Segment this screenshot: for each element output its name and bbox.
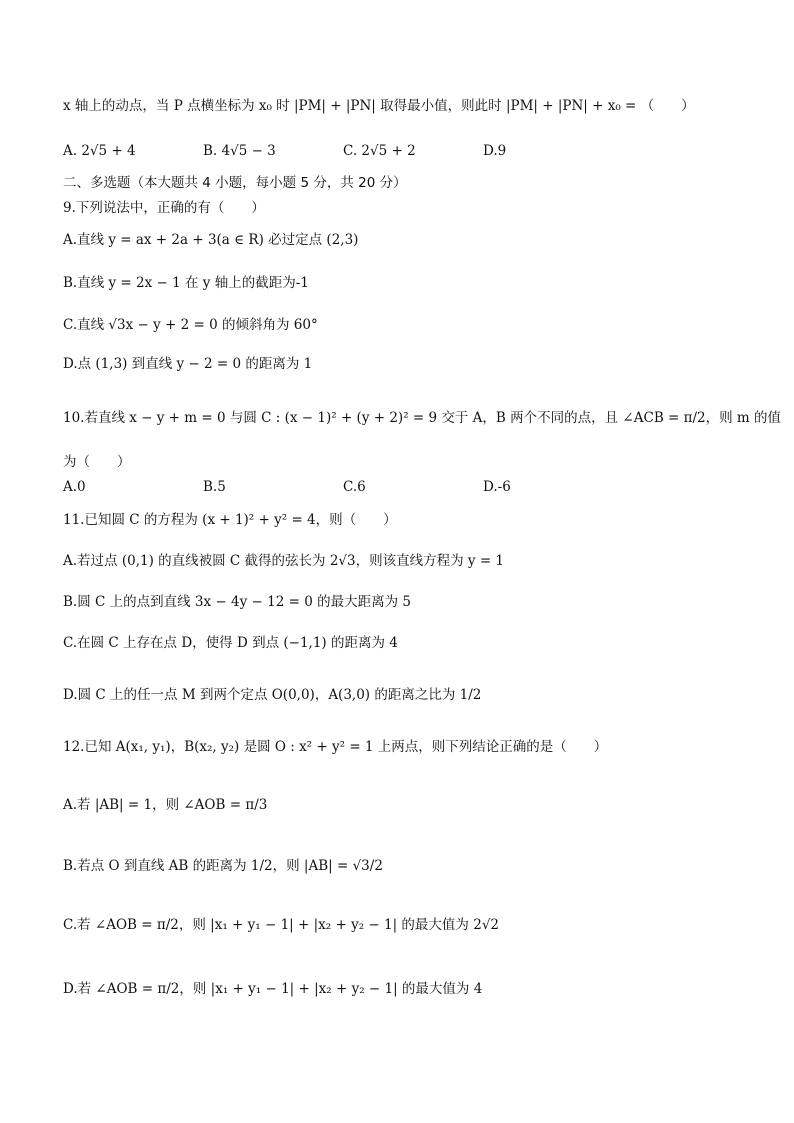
q12-option-a: A.若 |AB| = 1，则 ∠AOB = π/3 (63, 797, 268, 813)
q8-option-d: D.9 (483, 143, 507, 159)
q8-option-a: A. 2√5 + 4 (63, 143, 136, 159)
q9-option-d: D.点 (1,3) 到直线 y − 2 = 0 的距离为 1 (63, 356, 313, 372)
q9-option-c: C.直线 √3x − y + 2 = 0 的倾斜角为 60° (63, 317, 318, 333)
q10-option-a: A.0 (63, 479, 86, 495)
q9-stem: 9.下列说法中，正确的有（ ） (63, 200, 265, 216)
q10-option-c: C.6 (343, 479, 366, 495)
q10-stem-line1: 10.若直线 x − y + m = 0 与圆 C : (x − 1)² + (y + 2)² = 9 交于 A，B 两个不同的点，且 ∠ACB = π/2，则 m 的值 (63, 410, 782, 426)
q12-option-b: B.若点 O 到直线 AB 的距离为 1/2，则 |AB| = √3/2 (63, 858, 383, 874)
q11-option-a: A.若过点 (0,1) 的直线被圆 C 截得的弦长为 2√3，则该直线方程为 y = 1 (63, 553, 505, 569)
q12-option-d: D.若 ∠AOB = π/2，则 |x₁ + y₁ − 1| + |x₂ + y₂ − 1| 的最大值为 4 (63, 981, 483, 997)
q8-option-c: C. 2√5 + 2 (343, 143, 416, 159)
q12-stem: 12.已知 A(x₁, y₁)，B(x₂, y₂) 是圆 O : x² + y² = 1 上两点，则下列结论正确的是（ ） (63, 739, 608, 755)
q11-option-b: B.圆 C 上的点到直线 3x − 4y − 12 = 0 的最大距离为 5 (63, 594, 411, 610)
q8-stem-tail: x 轴上的动点，当 P 点横坐标为 x₀ 时 |PM| + |PN| 取得最小值，则此时 |PM| + |PN| + x₀ = （ ） (63, 98, 695, 114)
q12-option-c: C.若 ∠AOB = π/2，则 |x₁ + y₁ − 1| + |x₂ + y₂ − 1| 的最大值为 2√2 (63, 917, 500, 933)
q11-option-d: D.圆 C 上的任一点 M 到两个定点 O(0,0)，A(3,0) 的距离之比为 1/2 (63, 687, 482, 703)
q8-option-b: B. 4√5 − 3 (203, 143, 276, 159)
q11-option-c: C.在圆 C 上存在点 D，使得 D 到点 (−1,1) 的距离为 4 (63, 635, 398, 651)
q10-option-b: B.5 (203, 479, 226, 495)
q10-option-d: D.-6 (483, 479, 511, 495)
q11-stem: 11.已知圆 C 的方程为 (x + 1)² + y² = 4，则（ ） (63, 512, 397, 528)
q10-stem-line2: 为（ ） (63, 454, 131, 470)
section-heading: 二、多选题（本大题共 4 小题，每小题 5 分，共 20 分） (63, 175, 407, 191)
q9-option-a: A.直线 y = ax + 2a + 3(a ∈ R) 必过定点 (2,3) (63, 232, 359, 248)
q9-option-b: B.直线 y = 2x − 1 在 y 轴上的截距为-1 (63, 275, 309, 291)
